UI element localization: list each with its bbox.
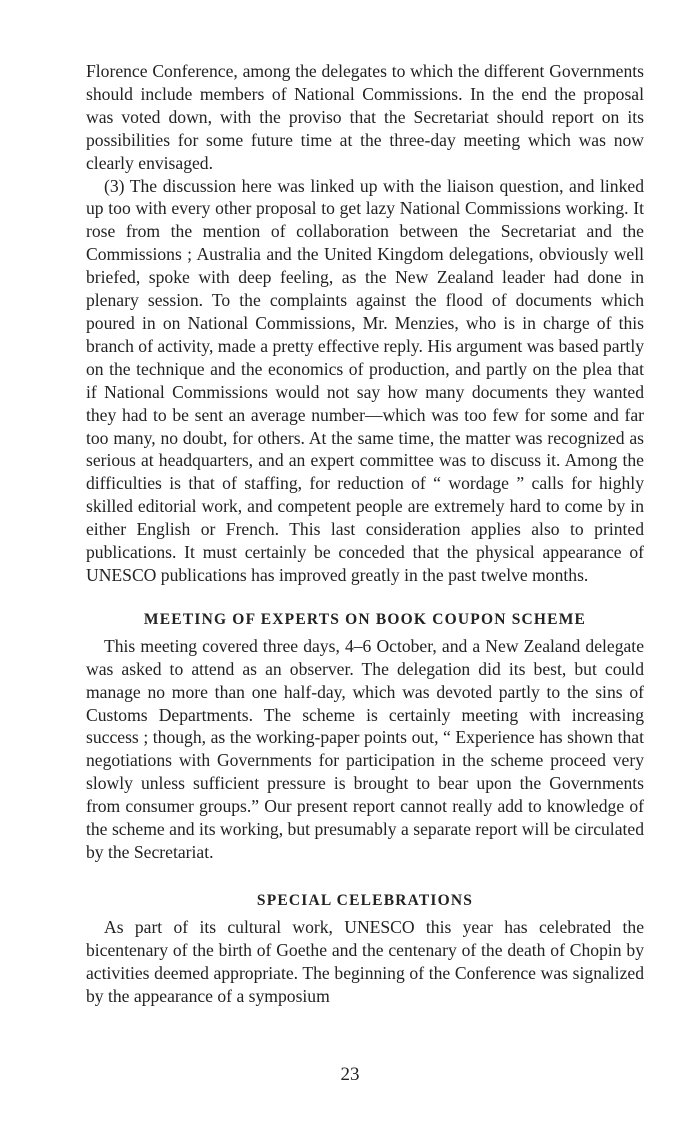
paragraph-liaison-discussion: (3) The discussion here was linked up with the liaison question, and linked up too with every other proposal to get lazy National Commissions working. It rose from the mention of collaboration between the Secretariat and the Commissions ; Australia and the United Kingdom delegations, obviously well briefed, spoke with deep feeling, as the New Zealand leader had done in plenary session. To the complaints against the flood of documents which poured in on National Commissions, Mr. Menzies, who is in charge of this branch of activity, made a pretty effective reply. His argument was based partly on the technique and the economics of production, and partly on the plea that if National Commissions would not say how many documents they wanted they had to be sent an average number—which was too few for some and far too many, no doubt, for others. At the same time, the matter was recognized as serious at headquarters, and an expert committee was to discuss it. Among the difficulties is that of staffing, for reduction of “ wordage ” calls for highly skilled editorial work, and competent people are extremely hard to come by in either English or French. This last consideration applies also to printed publications. It must certainly be conceded that the physical appearance of UNESCO publications has improved greatly in the past twelve months. <box>86 175 644 585</box>
section-heading-special-celebrations: SPECIAL CELEBRATIONS <box>256 891 474 909</box>
paragraph-special-celebrations: As part of its cultural work, UNESCO this year has celebrated the bicentenary of the birth of Goethe and the centenary of the death of Chopin by activities deemed appropriate. The beginning of the Conference was signalized by the appearance of a symposium <box>86 916 644 1006</box>
page-body <box>86 60 644 1008</box>
paragraph-book-coupon-meeting: This meeting covered three days, 4–6 October, and a New Zealand delegate was asked to attend as an observer. The delegation did its best, but could manage no more than one half-day, which was devoted partly to the sins of Customs Departments. The scheme is certainly meeting with increasing success ; though, as the working-paper points out, “ Experience has shown that negotiations with Governments for participation in the scheme proceed very slowly unless sufficient pressure is brought to bear upon the Governments from consumer groups.” Our present report cannot really add to knowledge of the scheme and its working, but presumably a separate report will be circulated by the Secretariat. <box>86 635 644 862</box>
section-heading-book-coupon: MEETING OF EXPERTS ON BOOK COUPON SCHEME <box>143 610 587 628</box>
page-number: 23 <box>340 1064 360 1085</box>
paragraph-florence-conference: Florence Conference, among the delegates to which the different Governments should include members of National Commissions. In the end the proposal was voted down, with the proviso that the Secretariat should report on its possibilities for some future time at the three-day meeting which was now clearly envisaged. <box>86 61 644 173</box>
